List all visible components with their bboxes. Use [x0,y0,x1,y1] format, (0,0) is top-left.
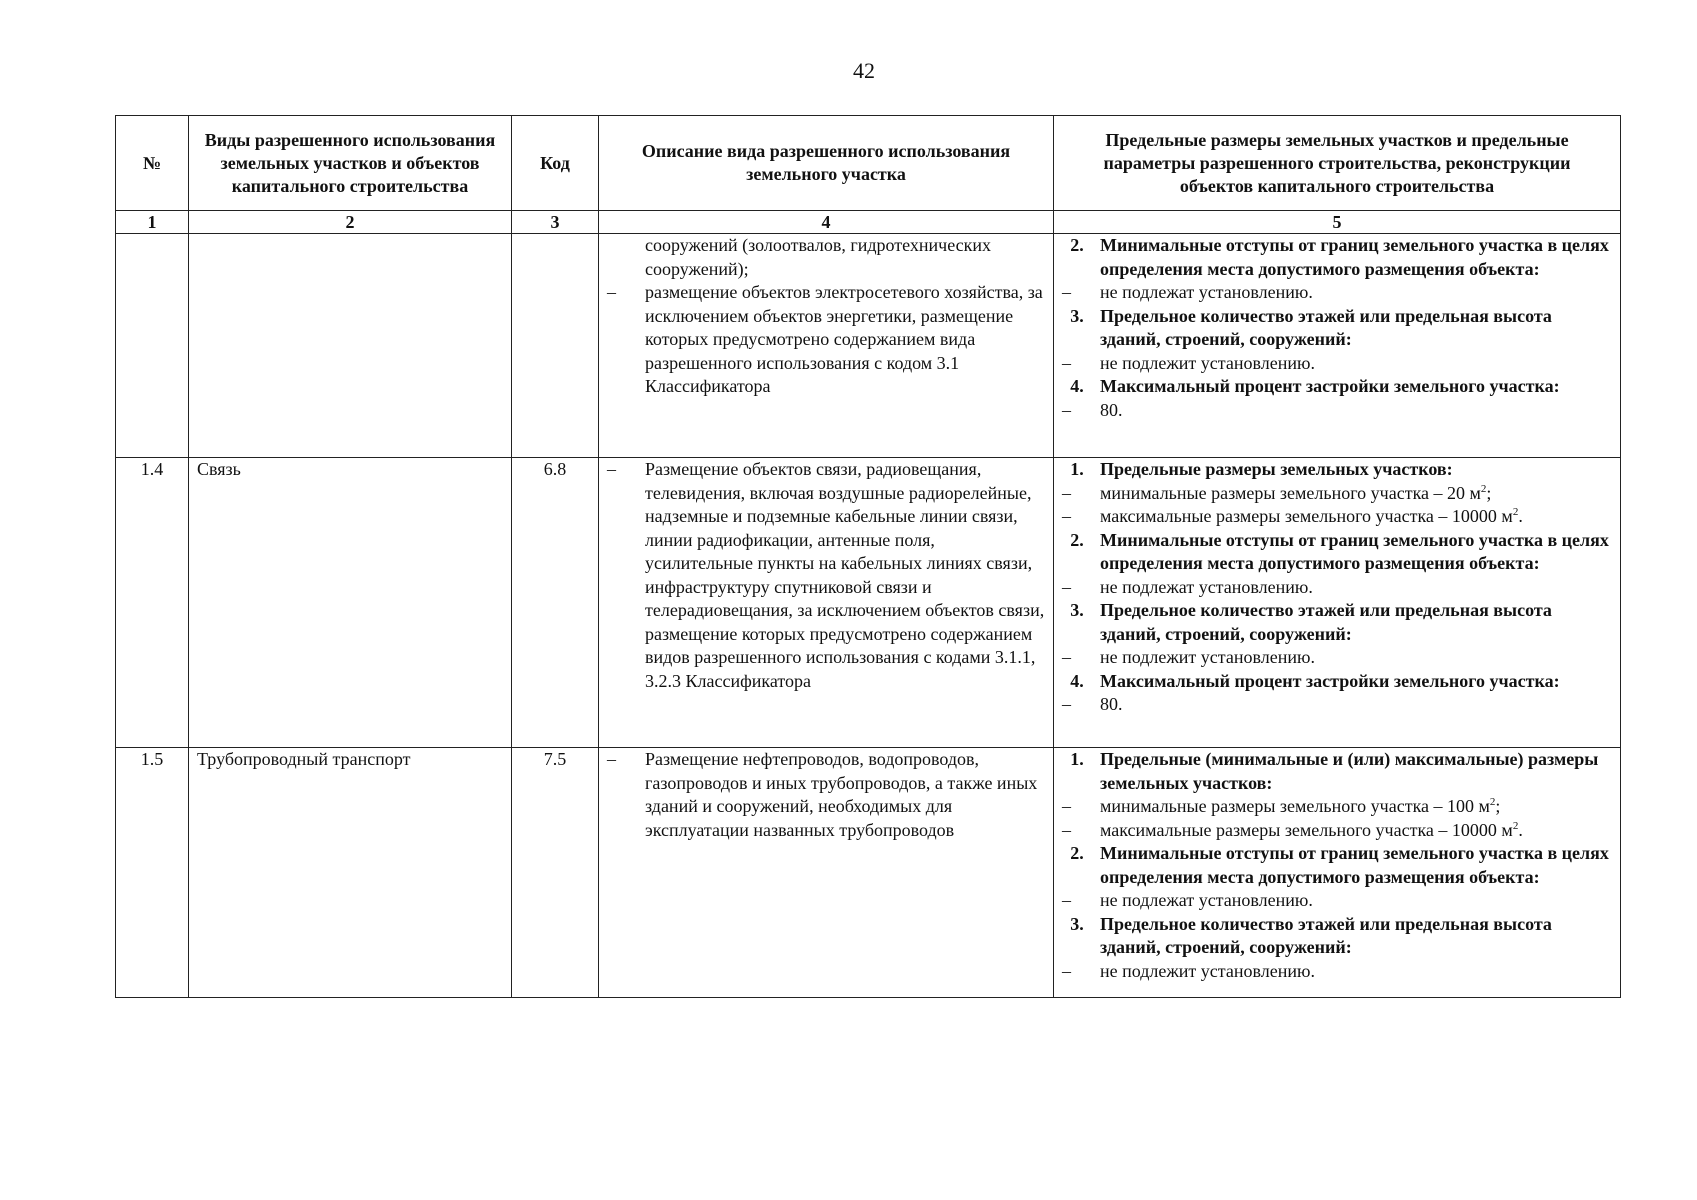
parameter-marker: – [1062,482,1071,503]
parameter-text: Предельное количество этажей или предельная высота зданий, строений, сооружений: [1100,913,1552,957]
parameter-line [1054,529,1614,576]
parameter-text: Максимальный процент застройки земельного участка: [1100,670,1560,691]
parameter-text: Минимальные отступы от границ земельного участка в целях определения места допустимого размещения объекта: [1100,235,1609,279]
parameter-marker: 1. [1070,459,1084,479]
table-row [116,458,1621,748]
parameter-marker: 2. [1070,235,1084,255]
parameter-text: Предельные размеры земельных участков: [1100,459,1453,479]
description-marker: – [607,459,616,479]
parameter-line [1054,281,1614,305]
parameter-text: не подлежит установлению. [1100,647,1315,667]
cell-code [512,234,599,458]
parameter-line [1054,913,1614,960]
cell-description [599,458,1054,748]
parameter-text: не подлежат установлению. [1100,576,1313,597]
cell-code: 6.8 [512,458,599,748]
parameter-line [1054,693,1614,717]
parameter-line [1054,482,1614,506]
parameter-marker: 3. [1070,913,1084,934]
parameter-marker: 2. [1070,843,1084,863]
cell-number: 1.5 [116,748,189,998]
superscript: 2 [1512,819,1519,832]
table-body [116,234,1621,998]
parameter-line [1054,305,1614,352]
page-number: 42 [853,58,875,83]
parameter-text: Предельное количество этажей или предельная высота зданий, строений, сооружений: [1100,305,1552,349]
parameter-marker: – [1062,890,1071,910]
parameter-text: максимальные размеры земельного участка – 10000 $м^2$. [1100,819,1523,840]
parameter-text: 80. [1100,694,1123,714]
cell-number: 1.4 [116,458,189,748]
cell-use-kind: Трубопроводный транспорт [189,748,512,998]
cell-use-kind: Связь [189,458,512,748]
description-marker [599,234,645,281]
header-code: Код [512,116,599,211]
description-text: Размещение нефтепроводов, водопроводов, газопроводов и иных трубопроводов, а также иных зданий и сооружений, необходимых для эксплуатации названных трубопроводов [645,749,1038,840]
description-text: сооружений (золоотвалов, гидротехнических сооружений); [645,235,992,279]
description-text: размещение объектов электросетевого хозяйства, за исключением объектов энергетики, размещение которых предусмотрено содержанием вида разрешенного использования с кодом 3.1 Классификатора [645,282,1043,396]
column-index: 4 [599,211,1054,234]
parameter-marker: – [1062,399,1071,420]
table-row [116,748,1621,998]
parameter-text: не подлежит установлению. [1100,960,1315,981]
parameter-marker: – [1062,694,1071,714]
parameter-text: Максимальный процент застройки земельного участка: [1100,376,1560,396]
column-index-row [116,211,1621,234]
cell-code: 7.5 [512,748,599,998]
parameter-marker: – [1062,506,1071,526]
parameter-marker: – [1062,819,1071,840]
parameter-line [1054,352,1614,376]
parameter-marker: – [1062,796,1071,816]
superscript: 2 [1489,796,1496,808]
parameter-line [1054,960,1614,984]
description-line [599,458,1047,693]
header-num: № [116,116,189,211]
parameter-marker: – [1062,282,1071,302]
description-line [599,234,1047,281]
header-parameters: Предельные размеры земельных участков и предельные параметры разрешенного строительства, реконструкции объектов капитального строительства [1054,116,1621,211]
column-index: 3 [512,211,599,234]
parameter-text: Минимальные отступы от границ земельного участка в целях определения места допустимого размещения объекта: [1100,529,1609,573]
parameter-line [1054,889,1614,913]
superscript: 2 [1480,482,1487,495]
parameter-text: Предельное количество этажей или предельная высота зданий, строений, сооружений: [1100,600,1552,644]
parameter-line [1054,505,1614,529]
parameter-marker: – [1062,960,1071,981]
cell-parameters [1054,234,1621,458]
permitted-use-table [115,115,1621,998]
description-text: Размещение объектов связи, радиовещания, телевидения, включая воздушные радиорелейные, надземные и подземные кабельные линии связи, линии радиофикации, антенные поля, усилительные пункты на кабельных линиях связи, инфраструктуру спутниковой связи и телерадиовещания, за исключением объектов связи, размещение которых предусмотрено содержанием видов разрешенного использования с кодами 3.1.1, 3.2.3 Классификатора [645,459,1045,691]
parameter-marker: – [1062,352,1071,373]
parameter-text: не подлежат установлению. [1100,890,1313,910]
parameter-text: минимальные размеры земельного участка – 100 $м^2$; [1100,796,1501,816]
parameter-line [1054,458,1614,482]
cell-number [116,234,189,458]
cell-description [599,234,1054,458]
header-kind: Виды разрешенного использования земельных участков и объектов капитального строительства [189,116,512,211]
parameter-marker: 4. [1070,376,1084,396]
parameter-line [1054,670,1614,694]
parameter-line [1054,842,1614,889]
column-index: 2 [189,211,512,234]
cell-parameters [1054,748,1621,998]
parameter-marker: 4. [1070,670,1084,691]
cell-parameters [1054,458,1621,748]
parameter-line [1054,375,1614,399]
parameter-marker: 2. [1070,529,1084,550]
parameter-line [1054,576,1614,600]
parameter-text: не подлежит установлению. [1100,352,1315,373]
parameter-text: Минимальные отступы от границ земельного участка в целях определения места допустимого размещения объекта: [1100,843,1609,887]
parameter-line [1054,399,1614,423]
header-row [116,116,1621,211]
parameter-line [1054,795,1614,819]
description-marker: – [607,749,616,769]
cell-description [599,748,1054,998]
table-row [116,234,1621,458]
parameter-text: Предельные (минимальные и (или) максимальные) размеры земельных участков: [1100,749,1599,793]
column-index: 1 [116,211,189,234]
parameter-line [1054,819,1614,843]
parameter-marker: – [1062,647,1071,667]
header-description: Описание вида разрешенного использования земельного участка [599,116,1054,211]
parameter-line [1054,748,1614,795]
parameter-marker: 3. [1070,600,1084,620]
parameter-text: минимальные размеры земельного участка – 20 $м^2$; [1100,482,1492,503]
description-line [599,748,1047,842]
parameter-text: максимальные размеры земельного участка – 10000 $м^2$. [1100,506,1523,526]
description-line [599,281,1047,399]
parameter-marker: – [1062,576,1071,597]
parameter-text: не подлежат установлению. [1100,282,1313,302]
description-marker: – [607,282,616,302]
parameter-line [1054,234,1614,281]
superscript: 2 [1512,506,1519,518]
parameter-text: 80. [1100,399,1123,420]
parameter-line [1054,599,1614,646]
cell-use-kind [189,234,512,458]
column-index: 5 [1054,211,1621,234]
parameter-marker: 3. [1070,305,1084,326]
parameter-marker: 1. [1070,749,1084,769]
parameter-line [1054,646,1614,670]
